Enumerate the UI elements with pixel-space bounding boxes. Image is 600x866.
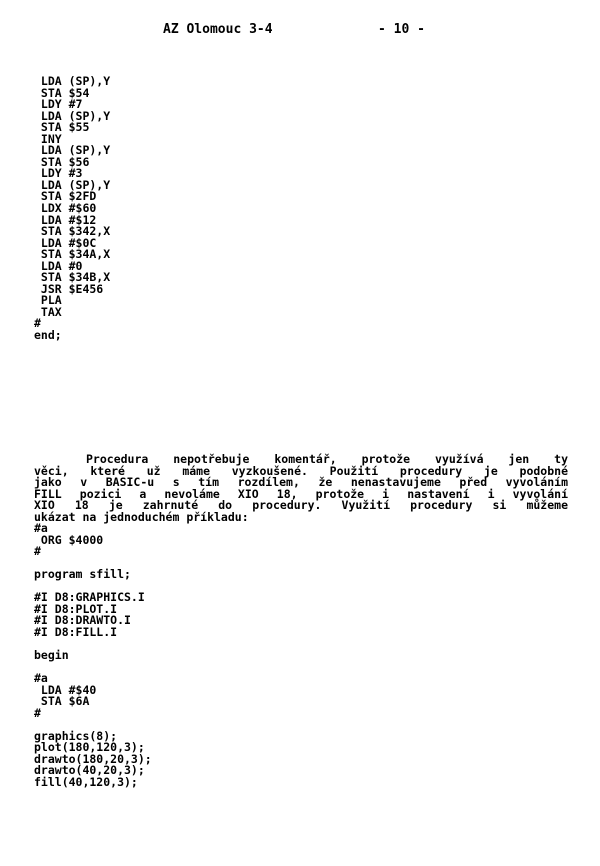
paragraph-line: ukázat na jednoduchém příkladu: [34, 509, 249, 524]
code-line: LDA #$40 [34, 682, 97, 697]
code-line: # [34, 316, 41, 331]
code-line: begin [34, 648, 69, 663]
page-header [0, 22, 600, 38]
code-line: #a [34, 671, 48, 686]
paragraph-line: jako v BASIC-u s tím rozdílem, že nenastavujeme před vyvoláním [34, 475, 568, 490]
code-line: end; [34, 328, 62, 343]
code-listing-bottom [34, 523, 152, 789]
paragraph-line: XIO 18 je zahrnuté do procedury. Využití procedury si můžeme [34, 498, 568, 513]
code-line: drawto(40,20,3); [34, 763, 145, 778]
paragraph-line: Procedura nepotřebuje komentář, protože využívá jen ty [86, 452, 568, 466]
code-line: #a [34, 521, 48, 535]
code-line: TAX [34, 304, 62, 319]
code-line: #I D8:PLOT.I [34, 601, 118, 616]
code-line: INY [34, 131, 62, 146]
code-line: STA $56 [34, 154, 90, 169]
paragraph-line: věci, které už máme vyzkoušené. Použití procedury je podobné [34, 463, 568, 478]
code-line: LDA (SP),Y [34, 108, 111, 123]
code-line: LDY #3 [34, 166, 83, 181]
code-line: STA $34A,X [34, 247, 111, 262]
code-line [34, 662, 152, 674]
code-line: STA $55 [34, 120, 90, 135]
code-line: LDA (SP),Y [34, 143, 111, 158]
code-line: LDA #$0C [34, 235, 97, 250]
code-line: STA $6A [34, 694, 90, 709]
code-line: LDX #$60 [34, 201, 97, 216]
code-line: PLA [34, 293, 62, 308]
code-line: # [34, 705, 41, 720]
code-line: LDA #$12 [34, 212, 97, 227]
code-line: #I D8:DRAWTO.I [34, 613, 131, 628]
code-line: plot(180,120,3); [34, 740, 145, 755]
code-line: #I D8:FILL.I [34, 624, 118, 639]
code-line: LDA #0 [34, 258, 83, 273]
header-title: AZ Olomouc 3-4 [163, 22, 273, 37]
code-line: LDY #7 [34, 97, 83, 112]
code-line: STA $34B,X [34, 270, 111, 285]
code-line: LDA (SP),Y [34, 177, 111, 192]
code-line: STA $2FD [34, 189, 97, 204]
code-line: # [34, 544, 41, 559]
code-listing-top [34, 76, 110, 342]
code-line: fill(40,120,3); [34, 775, 138, 790]
code-line: drawto(180,20,3); [34, 751, 152, 766]
code-line: graphics(8); [34, 728, 118, 743]
code-line: LDA (SP),Y [34, 74, 111, 88]
code-line: program sfill; [34, 567, 131, 582]
code-line: JSR $E456 [34, 281, 104, 296]
page-number: - 10 - [378, 22, 425, 37]
body-paragraph [34, 454, 568, 523]
code-line: STA $54 [34, 85, 90, 100]
paragraph-line: FILL pozici a nevoláme XIO 18, protože i nastavení i vyvolání [34, 486, 568, 501]
code-line: #I D8:GRAPHICS.I [34, 590, 145, 605]
code-line: ORG $4000 [34, 532, 104, 547]
code-line: STA $342,X [34, 224, 111, 239]
